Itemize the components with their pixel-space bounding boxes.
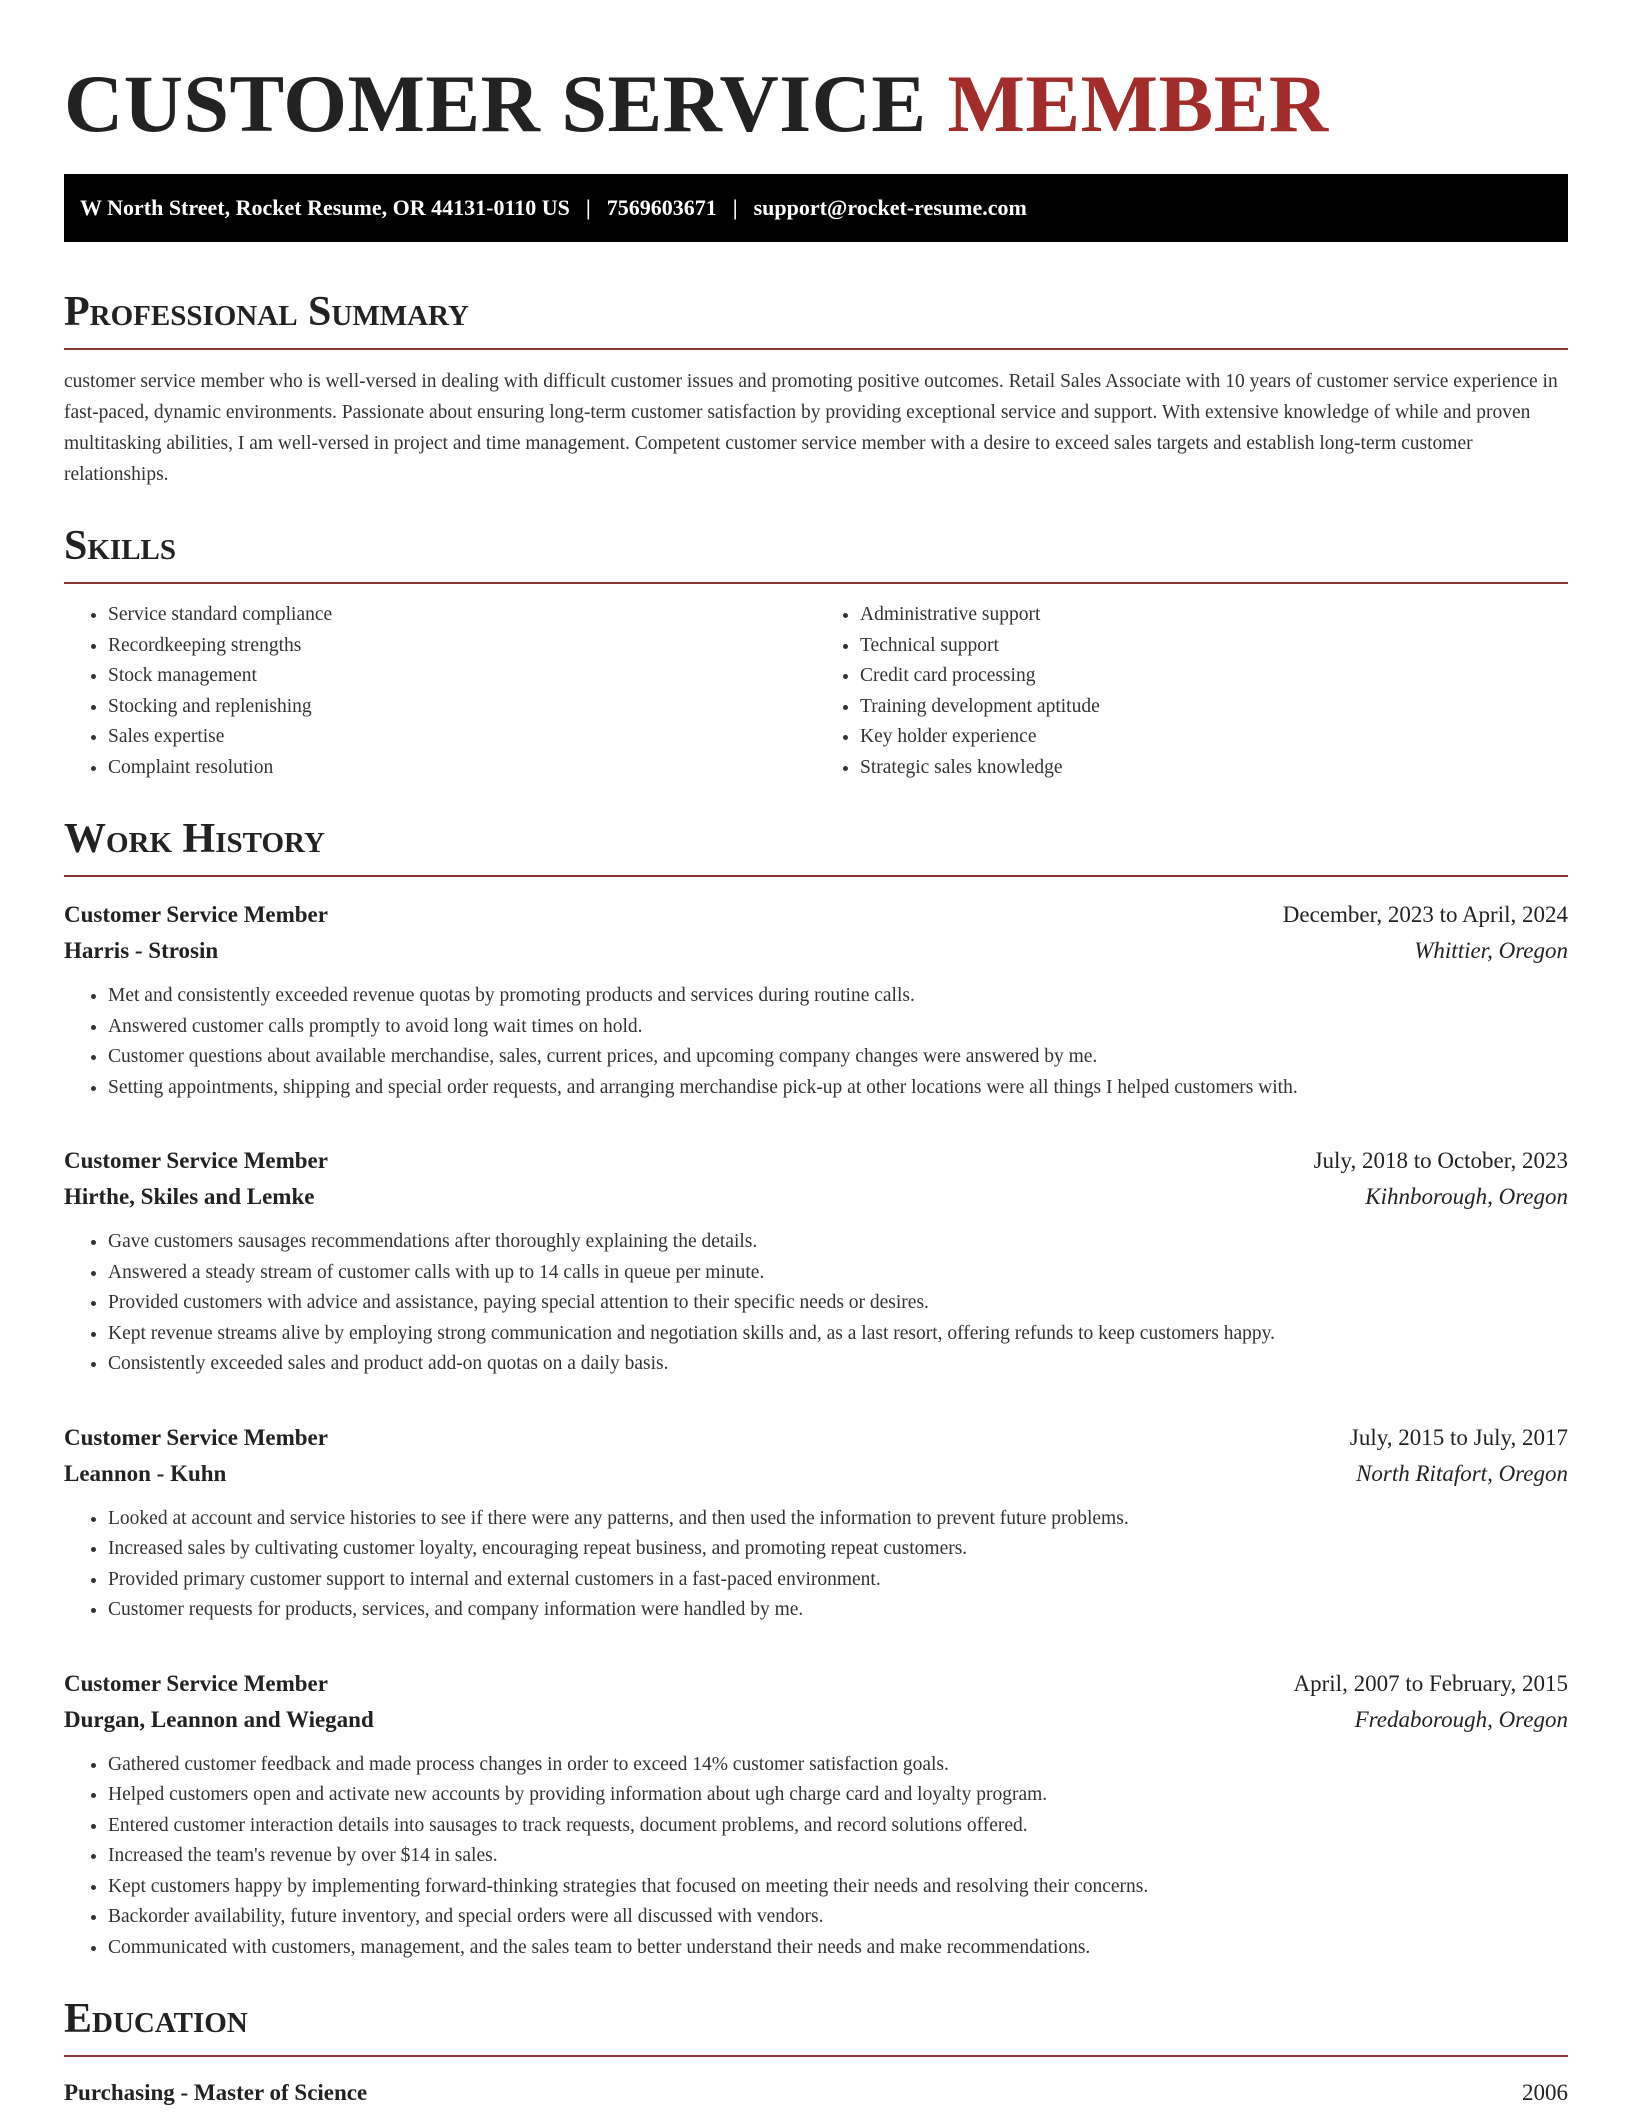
- summary-heading: Professional Summary: [64, 286, 1568, 350]
- job-bullet: • Answered customer calls promptly to avoid long wait times on hold.: [108, 1012, 1568, 1043]
- job-location: Kihnborough, Oregon: [1365, 1184, 1568, 1209]
- education-degree: Purchasing - Master of Science: [64, 2080, 368, 2105]
- skill-item: • Complaint resolution: [108, 753, 816, 784]
- job-dates: July, 2018 to October, 2023: [1313, 1148, 1568, 1173]
- work-history-heading: Work History: [64, 813, 1568, 877]
- job-company: Harris - Strosin: [64, 938, 219, 963]
- job-bullet: • Looked at account and service histories to see if there were any patterns, and then used the information to prevent future problems.: [108, 1504, 1568, 1535]
- summary-text: customer service member who is well-versed in dealing with difficult customer issues and promoting positive outcomes. Retail Sales Associate with 10 years of customer service experience in fast-paced, dynamic environments. Passionate about ensuring long-term customer satisfaction by providing exceptional service and support. With extensive knowledge of while and proven multitasking abilities, I am well-versed in project and time management. Competent customer service member with a desire to exceed sales targets and establish long-term customer relationships.: [64, 371, 1558, 485]
- education-entry: [64, 2075, 1568, 2111]
- job-bullets: [64, 1750, 1568, 1964]
- job-title: Customer Service Member: [64, 902, 328, 927]
- job-bullet: • Gathered customer feedback and made process changes in order to exceed 14% customer satisfaction goals.: [108, 1750, 1568, 1781]
- education-section: [64, 1993, 1568, 2111]
- job-bullet: • Kept revenue streams alive by employing strong communication and negotiation skills and, as a last resort, offering refunds to keep customers happy.: [108, 1319, 1568, 1350]
- contact-address: W North Street, Rocket Resume, OR 44131-0110 US: [80, 195, 570, 220]
- job-bullets: [64, 1227, 1568, 1380]
- job-bullet: • Gave customers sausages recommendations after thoroughly explaining the details.: [108, 1227, 1568, 1258]
- education-heading: Education: [64, 1993, 1568, 2057]
- job-bullet: • Backorder availability, future inventory, and special orders were all discussed with vendors.: [108, 1902, 1568, 1933]
- job-bullet: • Consistently exceeded sales and product add-on quotas on a daily basis.: [108, 1349, 1568, 1380]
- name-accent: MEMBER: [947, 58, 1329, 149]
- skills-section: [64, 520, 1568, 783]
- skill-item: • Recordkeeping strengths: [108, 631, 816, 662]
- job-entry: [64, 897, 1568, 1103]
- job-bullets: [64, 981, 1568, 1103]
- contact-separator: |: [585, 195, 591, 220]
- summary-section: [64, 286, 1568, 490]
- skills-columns: [64, 600, 1568, 783]
- job-bullet: • Entered customer interaction details into sausages to track requests, document problems, and record solutions offered.: [108, 1811, 1568, 1842]
- contact-bar: [64, 174, 1568, 242]
- skill-item: • Key holder experience: [860, 722, 1568, 753]
- job-location: Fredaborough, Oregon: [1354, 1706, 1568, 1732]
- skill-item: • Technical support: [860, 631, 1568, 662]
- skills-list-right: [816, 600, 1568, 783]
- job-bullet: • Provided customers with advice and assistance, paying special attention to their specific needs or desires.: [108, 1288, 1568, 1319]
- skills-list-left: [64, 600, 816, 783]
- contact-phone: 7569603671: [606, 195, 717, 220]
- contact-separator: |: [732, 195, 738, 220]
- job-title: Customer Service Member: [64, 1670, 328, 1696]
- skill-item: • Credit card processing: [860, 661, 1568, 692]
- job-bullet: • Met and consistently exceeded revenue quotas by promoting products and services during routine calls.: [108, 981, 1568, 1012]
- skill-item: • Service standard compliance: [108, 600, 816, 631]
- job-entry: [64, 1143, 1568, 1380]
- work-history-section: [64, 813, 1568, 1963]
- job-title: Customer Service Member: [64, 1424, 328, 1450]
- job-bullet: • Increased the team's revenue by over $14 in sales.: [108, 1841, 1568, 1872]
- contact-email: support@rocket-resume.com: [753, 195, 1027, 220]
- skill-item: • Strategic sales knowledge: [860, 753, 1568, 784]
- education-year: 2006: [1522, 2080, 1568, 2105]
- resume-name: [64, 56, 1568, 152]
- job-bullet: • Answered a steady stream of customer calls with up to 14 calls in queue per minute.: [108, 1258, 1568, 1289]
- job-bullet: • Setting appointments, shipping and special order requests, and arranging merchandise pick-up at other locations were all things I helped customers with.: [108, 1073, 1568, 1104]
- job-bullet: • Helped customers open and activate new accounts by providing information about ugh charge card and loyalty program.: [108, 1780, 1568, 1811]
- job-dates: April, 2007 to February, 2015: [1293, 1670, 1568, 1696]
- skill-item: • Sales expertise: [108, 722, 816, 753]
- job-company: Durgan, Leannon and Wiegand: [64, 1706, 374, 1732]
- name-main: CUSTOMER SERVICE: [64, 58, 927, 149]
- job-dates: July, 2015 to July, 2017: [1349, 1424, 1568, 1450]
- job-bullet: • Communicated with customers, management, and the sales team to better understand their needs and make recommendations.: [108, 1933, 1568, 1964]
- job-bullet: • Provided primary customer support to internal and external customers in a fast-paced environment.: [108, 1565, 1568, 1596]
- skill-item: • Stock management: [108, 661, 816, 692]
- job-location: Whittier, Oregon: [1414, 938, 1568, 963]
- job-company: Leannon - Kuhn: [64, 1460, 227, 1486]
- skill-item: • Stocking and replenishing: [108, 692, 816, 723]
- job-bullet: • Customer requests for products, services, and company information were handled by me.: [108, 1595, 1568, 1626]
- skill-item: • Administrative support: [860, 600, 1568, 631]
- job-company: Hirthe, Skiles and Lemke: [64, 1184, 315, 1209]
- job-bullets: [64, 1504, 1568, 1626]
- skill-item: • Training development aptitude: [860, 692, 1568, 723]
- job-entry: [64, 1666, 1568, 1964]
- job-title: Customer Service Member: [64, 1148, 328, 1173]
- job-dates: December, 2023 to April, 2024: [1282, 902, 1568, 927]
- job-entry: [64, 1420, 1568, 1626]
- job-bullet: • Kept customers happy by implementing forward-thinking strategies that focused on meeting their needs and resolving their concerns.: [108, 1872, 1568, 1903]
- job-bullet: • Customer questions about available merchandise, sales, current prices, and upcoming company changes were answered by me.: [108, 1042, 1568, 1073]
- job-location: North Ritafort, Oregon: [1356, 1460, 1568, 1486]
- skills-heading: Skills: [64, 520, 1568, 584]
- job-bullet: • Increased sales by cultivating customer loyalty, encouraging repeat business, and promoting repeat customers.: [108, 1534, 1568, 1565]
